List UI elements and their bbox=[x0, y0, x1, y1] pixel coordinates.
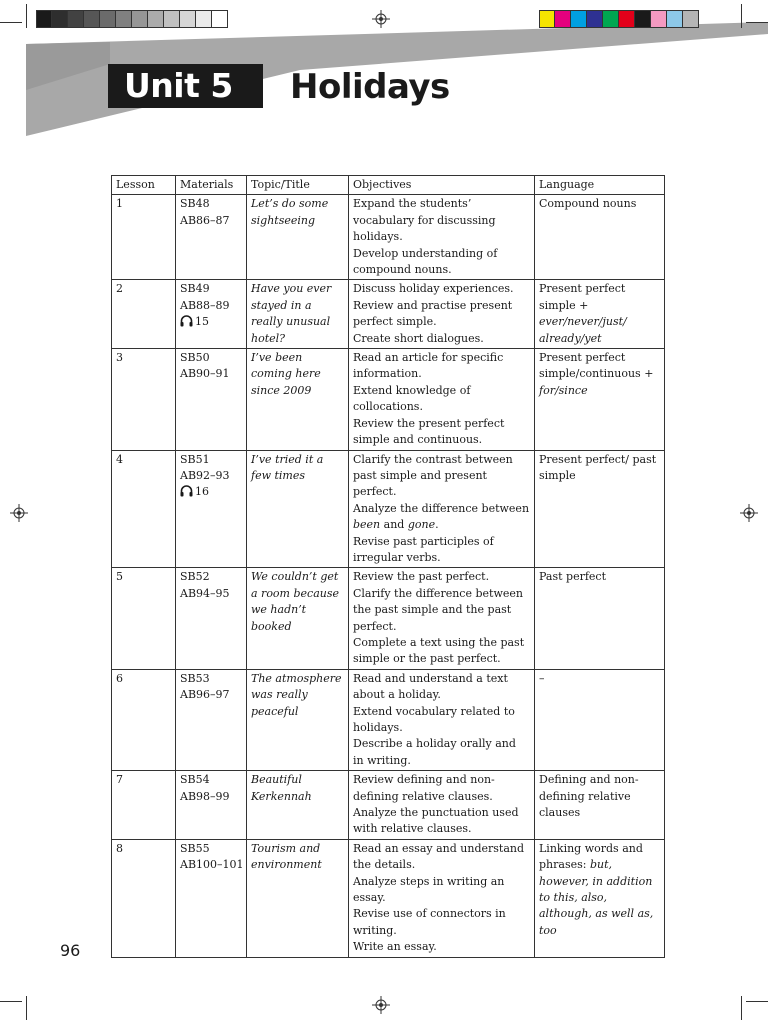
lesson-number-cell: 8 bbox=[112, 839, 176, 957]
objective-item bbox=[353, 704, 530, 737]
column-header-objectives: Objectives bbox=[349, 176, 535, 195]
materials-cell bbox=[176, 450, 247, 568]
table-row bbox=[112, 280, 665, 349]
calibration-swatch bbox=[667, 10, 683, 28]
objective-item bbox=[353, 805, 530, 838]
material-reference: SB52 bbox=[180, 570, 210, 584]
crop-mark bbox=[746, 22, 768, 23]
text-run: Review the past perfect. bbox=[353, 570, 490, 584]
table-row bbox=[112, 195, 665, 280]
objective-item bbox=[353, 736, 530, 769]
calibration-swatch bbox=[132, 10, 148, 28]
material-reference: AB94–95 bbox=[180, 586, 230, 600]
language-cell bbox=[535, 568, 665, 669]
objectives-cell bbox=[349, 568, 535, 669]
lesson-number-cell: 2 bbox=[112, 280, 176, 349]
objectives-cell bbox=[349, 195, 535, 280]
text-run: Create short dialogues. bbox=[353, 331, 484, 345]
text-run: and bbox=[380, 518, 408, 532]
calibration-swatch bbox=[164, 10, 180, 28]
material-reference: SB54 bbox=[180, 773, 210, 787]
topic-title-cell: Have you ever stayed in a really unusual hotel? bbox=[247, 280, 349, 349]
material-reference: AB96–97 bbox=[180, 688, 230, 702]
text-run: Analyze steps in writing an essay. bbox=[353, 874, 505, 905]
greyscale-calibration-strip bbox=[36, 10, 228, 28]
crop-mark bbox=[26, 996, 27, 1020]
column-header-materials: Materials bbox=[176, 176, 247, 195]
calibration-swatch bbox=[52, 10, 68, 28]
objectives-cell bbox=[349, 450, 535, 568]
calibration-swatch bbox=[571, 10, 587, 28]
objective-item bbox=[353, 196, 530, 245]
objective-item bbox=[353, 671, 530, 704]
text-run: Write an essay. bbox=[353, 940, 437, 954]
calibration-swatch bbox=[587, 10, 603, 28]
materials-cell bbox=[176, 280, 247, 349]
calibration-swatch bbox=[555, 10, 571, 28]
material-reference: SB50 bbox=[180, 351, 210, 365]
text-run: Extend vocabulary related to holidays. bbox=[353, 704, 515, 734]
column-header-language: Language bbox=[535, 176, 665, 195]
text-run: Review the present perfect simple and continuous. bbox=[353, 416, 505, 447]
objective-item bbox=[353, 501, 530, 534]
objective-item bbox=[353, 534, 530, 567]
text-run: Review defining and non-defining relative clauses. bbox=[353, 773, 495, 803]
objective-item bbox=[353, 416, 530, 449]
objective-item bbox=[353, 383, 530, 416]
text-run: Past perfect bbox=[539, 570, 606, 584]
materials-cell bbox=[176, 195, 247, 280]
headphones-icon bbox=[180, 485, 193, 497]
topic-title-cell: I’ve been coming here since 2009 bbox=[247, 349, 349, 450]
calibration-swatch bbox=[196, 10, 212, 28]
calibration-swatch bbox=[635, 10, 651, 28]
text-run: Discuss holiday experiences. bbox=[353, 282, 514, 296]
objective-item bbox=[353, 350, 530, 383]
text-run: Analyze the punctuation used with relative clauses. bbox=[353, 806, 519, 836]
calibration-swatch bbox=[603, 10, 619, 28]
objective-item bbox=[353, 331, 530, 347]
text-run: but, however, in addition to this, also, although, as well as, too bbox=[539, 858, 654, 937]
text-run: Present perfect simple/continuous + bbox=[539, 351, 654, 381]
calibration-swatch bbox=[100, 10, 116, 28]
lesson-number-cell: 4 bbox=[112, 450, 176, 568]
topic-title-cell: I’ve tried it a few times bbox=[247, 450, 349, 568]
topic-title-cell: Let’s do some sightseeing bbox=[247, 195, 349, 280]
text-run: ever/never/just/ already/yet bbox=[539, 315, 627, 345]
text-run: Describe a holiday orally and in writing. bbox=[353, 737, 516, 767]
objective-item bbox=[353, 281, 530, 297]
calibration-swatch bbox=[148, 10, 164, 28]
language-cell bbox=[535, 349, 665, 450]
text-run: Present perfect/ past simple bbox=[539, 452, 657, 482]
material-reference: SB51 bbox=[180, 452, 210, 466]
text-run: Complete a text using the past simple or the past perfect. bbox=[353, 635, 525, 666]
table-header-row bbox=[112, 176, 665, 195]
objective-item bbox=[353, 586, 530, 635]
objectives-cell bbox=[349, 669, 535, 770]
objective-item bbox=[353, 298, 530, 331]
column-header-lesson: Lesson bbox=[112, 176, 176, 195]
text-run: . bbox=[435, 518, 439, 532]
lesson-number-cell: 1 bbox=[112, 195, 176, 280]
table-row bbox=[112, 568, 665, 669]
topic-title-cell: We couldn’t get a room because we hadn’t booked bbox=[247, 568, 349, 669]
material-reference: SB49 bbox=[180, 282, 210, 296]
crop-mark bbox=[741, 4, 742, 28]
headphones-icon bbox=[180, 315, 193, 327]
objective-item bbox=[353, 874, 530, 907]
material-reference: SB53 bbox=[180, 671, 210, 685]
audio-track-line bbox=[180, 484, 242, 500]
language-cell bbox=[535, 280, 665, 349]
registration-mark-icon bbox=[372, 996, 390, 1014]
calibration-swatch bbox=[651, 10, 667, 28]
text-run: – bbox=[539, 671, 545, 685]
calibration-swatch bbox=[683, 10, 699, 28]
registration-mark-icon bbox=[740, 504, 758, 522]
text-run: Extend knowledge of collocations. bbox=[353, 383, 471, 414]
materials-cell bbox=[176, 669, 247, 770]
material-reference: AB88–89 bbox=[180, 298, 230, 312]
text-run: Defining and non-defining relative clauses bbox=[539, 773, 639, 820]
objectives-cell bbox=[349, 280, 535, 349]
language-cell bbox=[535, 669, 665, 770]
crop-mark bbox=[0, 1001, 22, 1002]
language-cell bbox=[535, 771, 665, 840]
material-reference: AB98–99 bbox=[180, 789, 230, 803]
calibration-swatch bbox=[36, 10, 52, 28]
material-reference: AB90–91 bbox=[180, 367, 230, 381]
objective-item bbox=[353, 772, 530, 805]
objectives-cell bbox=[349, 771, 535, 840]
language-cell bbox=[535, 195, 665, 280]
table-row bbox=[112, 839, 665, 957]
objective-item bbox=[353, 635, 530, 668]
audio-track-line bbox=[180, 314, 242, 330]
table-row bbox=[112, 349, 665, 450]
text-run: Clarify the contrast between past simple and present perfect. bbox=[353, 452, 513, 499]
text-run: Revise use of connectors in writing. bbox=[353, 907, 506, 937]
table-row bbox=[112, 771, 665, 840]
material-reference: AB100–101 bbox=[180, 858, 244, 872]
lesson-number-cell: 3 bbox=[112, 349, 176, 450]
page-title: Holidays bbox=[290, 67, 450, 107]
text-run: Review and practise present perfect simple. bbox=[353, 298, 513, 329]
calibration-swatch bbox=[619, 10, 635, 28]
audio-track-number: 16 bbox=[195, 485, 209, 499]
topic-title-cell: Beautiful Kerkennah bbox=[247, 771, 349, 840]
text-run: been bbox=[353, 518, 381, 532]
text-run: Compound nouns bbox=[539, 197, 637, 211]
unit-label: Unit 5 bbox=[108, 64, 263, 108]
material-reference: SB48 bbox=[180, 197, 210, 211]
materials-cell bbox=[176, 568, 247, 669]
calibration-swatch bbox=[84, 10, 100, 28]
color-calibration-strip bbox=[539, 10, 699, 28]
calibration-swatch bbox=[116, 10, 132, 28]
registration-mark-icon bbox=[372, 10, 390, 28]
language-cell bbox=[535, 450, 665, 568]
text-run: gone bbox=[407, 518, 436, 532]
text-run: Linking words and phrases: bbox=[539, 841, 643, 872]
text-run: for/since bbox=[539, 383, 588, 397]
table-row bbox=[112, 450, 665, 568]
lesson-number-cell: 6 bbox=[112, 669, 176, 770]
crop-mark bbox=[741, 996, 742, 1020]
text-run: Develop understanding of compound nouns. bbox=[353, 246, 498, 277]
registration-mark-icon bbox=[10, 504, 28, 522]
lesson-plan-body bbox=[112, 195, 665, 957]
objectives-cell bbox=[349, 349, 535, 450]
table-row bbox=[112, 669, 665, 770]
lesson-number-cell: 5 bbox=[112, 568, 176, 669]
text-run: Clarify the difference between the past simple and the past perfect. bbox=[353, 586, 523, 633]
calibration-swatch bbox=[539, 10, 555, 28]
objectives-cell bbox=[349, 839, 535, 957]
calibration-swatch bbox=[68, 10, 84, 28]
column-header-topic-title: Topic/Title bbox=[247, 176, 349, 195]
language-cell bbox=[535, 839, 665, 957]
text-run: Revise past participles of irregular verbs. bbox=[353, 534, 494, 564]
text-run: Expand the students’ vocabulary for discussing holidays. bbox=[353, 197, 496, 244]
lesson-plan-table bbox=[111, 175, 665, 958]
text-run: Read an essay and understand the details. bbox=[353, 841, 525, 872]
text-run: Present perfect simple + bbox=[539, 282, 626, 312]
objective-item bbox=[353, 906, 530, 939]
materials-cell bbox=[176, 771, 247, 840]
audio-track-number: 15 bbox=[195, 315, 209, 329]
objective-item bbox=[353, 569, 530, 585]
text-run: Read an article for specific information. bbox=[353, 351, 504, 381]
objective-item bbox=[353, 246, 530, 279]
objective-item bbox=[353, 841, 530, 874]
topic-title-cell: Tourism and environment bbox=[247, 839, 349, 957]
page-number: 96 bbox=[60, 941, 81, 960]
text-run: Analyze the difference between bbox=[353, 501, 530, 515]
lesson-number-cell: 7 bbox=[112, 771, 176, 840]
crop-mark bbox=[746, 1001, 768, 1002]
material-reference: SB55 bbox=[180, 841, 210, 855]
objective-item bbox=[353, 939, 530, 955]
crop-mark bbox=[0, 22, 22, 23]
topic-title-cell: The atmosphere was really peaceful bbox=[247, 669, 349, 770]
crop-mark bbox=[26, 4, 27, 28]
material-reference: AB92–93 bbox=[180, 468, 230, 482]
calibration-swatch bbox=[212, 10, 228, 28]
objective-item bbox=[353, 452, 530, 501]
materials-cell bbox=[176, 839, 247, 957]
material-reference: AB86–87 bbox=[180, 213, 230, 227]
calibration-swatch bbox=[180, 10, 196, 28]
text-run: Read and understand a text about a holiday. bbox=[353, 671, 508, 702]
materials-cell bbox=[176, 349, 247, 450]
